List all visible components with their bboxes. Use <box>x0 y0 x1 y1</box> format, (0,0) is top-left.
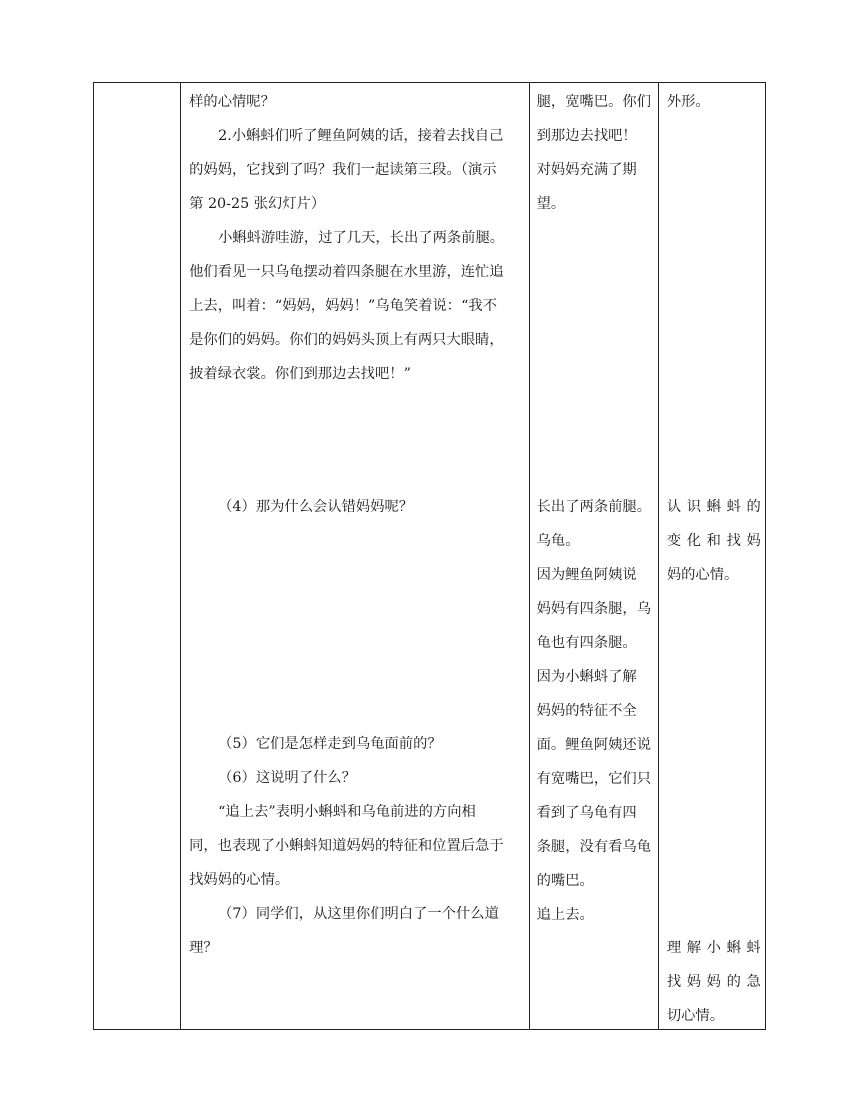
question-5: （5）它们是怎样走到乌龟面前的？ <box>218 736 442 752</box>
text-line: 妈的心情。 <box>666 567 739 583</box>
text-line: 找妈妈的心情。 <box>189 872 290 888</box>
text-line: 龟也有四条腿。 <box>536 635 637 651</box>
text-line: 妈妈有四条腿，乌 <box>536 601 652 617</box>
text-line: 追上去。 <box>536 907 594 923</box>
text-line: 因为鲤鱼阿姨说 <box>536 567 637 583</box>
text-line: 到那边去找吧！ <box>536 128 637 144</box>
text-line: 的妈妈，它找到了吗？我们一起读第三段。（演示 <box>189 162 497 178</box>
text-line: 同，也表现了小蝌蚪知道妈妈的特征和位置后急于 <box>189 838 504 854</box>
text-line: 他们看见一只乌龟摆动着四条腿在水里游，连忙追 <box>189 264 504 280</box>
text-line: “追上去”表明小蝌蚪和乌龟前进的方向相 <box>218 804 476 820</box>
text-line: 乌龟。 <box>536 533 580 549</box>
text-line: 长出了两条前腿。 <box>536 499 652 515</box>
text-line: 看到了乌龟有四 <box>536 805 637 821</box>
text-line: 望。 <box>536 196 566 212</box>
text-line: 条腿，没有看乌龟 <box>536 839 652 855</box>
text-line: 披着绿衣裳。你们到那边去找吧！” <box>189 366 411 382</box>
text-line: 妈妈的特征不全 <box>536 703 637 719</box>
text-line: 理？ <box>189 940 218 956</box>
text-line: 切心情。 <box>666 1008 725 1024</box>
text-line: 变化和找妈 <box>666 533 761 549</box>
text-line: 的嘴巴。 <box>536 873 594 889</box>
table-row <box>94 83 766 1030</box>
text-line: 上去，叫着：“妈妈，妈妈！”乌龟笑着说：“我不 <box>189 298 497 314</box>
text-line: 面。鲤鱼阿姨还说 <box>536 737 652 753</box>
text-line: 外形。 <box>666 94 710 110</box>
text-line: 小蝌蚪游哇游，过了几天，长出了两条前腿。 <box>218 230 505 246</box>
question-4: （4）那为什么会认错妈妈呢？ <box>218 499 414 515</box>
text-line: 找妈妈的急 <box>666 974 761 990</box>
text-line: 因为小蝌蚪了解 <box>536 669 637 685</box>
text-line: 理解小蝌蚪 <box>666 940 761 956</box>
lesson-plan-table <box>93 82 766 1030</box>
design-intent-cell <box>658 83 765 1030</box>
text-line: 对妈妈充满了期 <box>536 162 637 178</box>
text-line: 是你们的妈妈。你们的妈妈头顶上有两只大眼睛， <box>189 332 504 348</box>
text-line: 腿，宽嘴巴。你们 <box>536 94 652 110</box>
student-activity-cell <box>529 83 658 1030</box>
section-cell <box>94 83 181 1030</box>
text-line: 2.小蝌蚪们听了鲤鱼阿姨的话，接着去找自己 <box>218 128 504 144</box>
text-line: 有宽嘴巴，它们只 <box>536 771 652 787</box>
question-6: （6）这说明了什么？ <box>218 770 356 786</box>
text-line: 认识蝌蚪的 <box>666 499 761 515</box>
text-line: 第 20-25 张幻灯片） <box>189 196 326 212</box>
question-7: （7）同学们，从这里你们明白了一个什么道 <box>218 906 499 922</box>
teaching-process-cell <box>181 83 530 1030</box>
text-line: 样的心情呢？ <box>189 94 275 110</box>
